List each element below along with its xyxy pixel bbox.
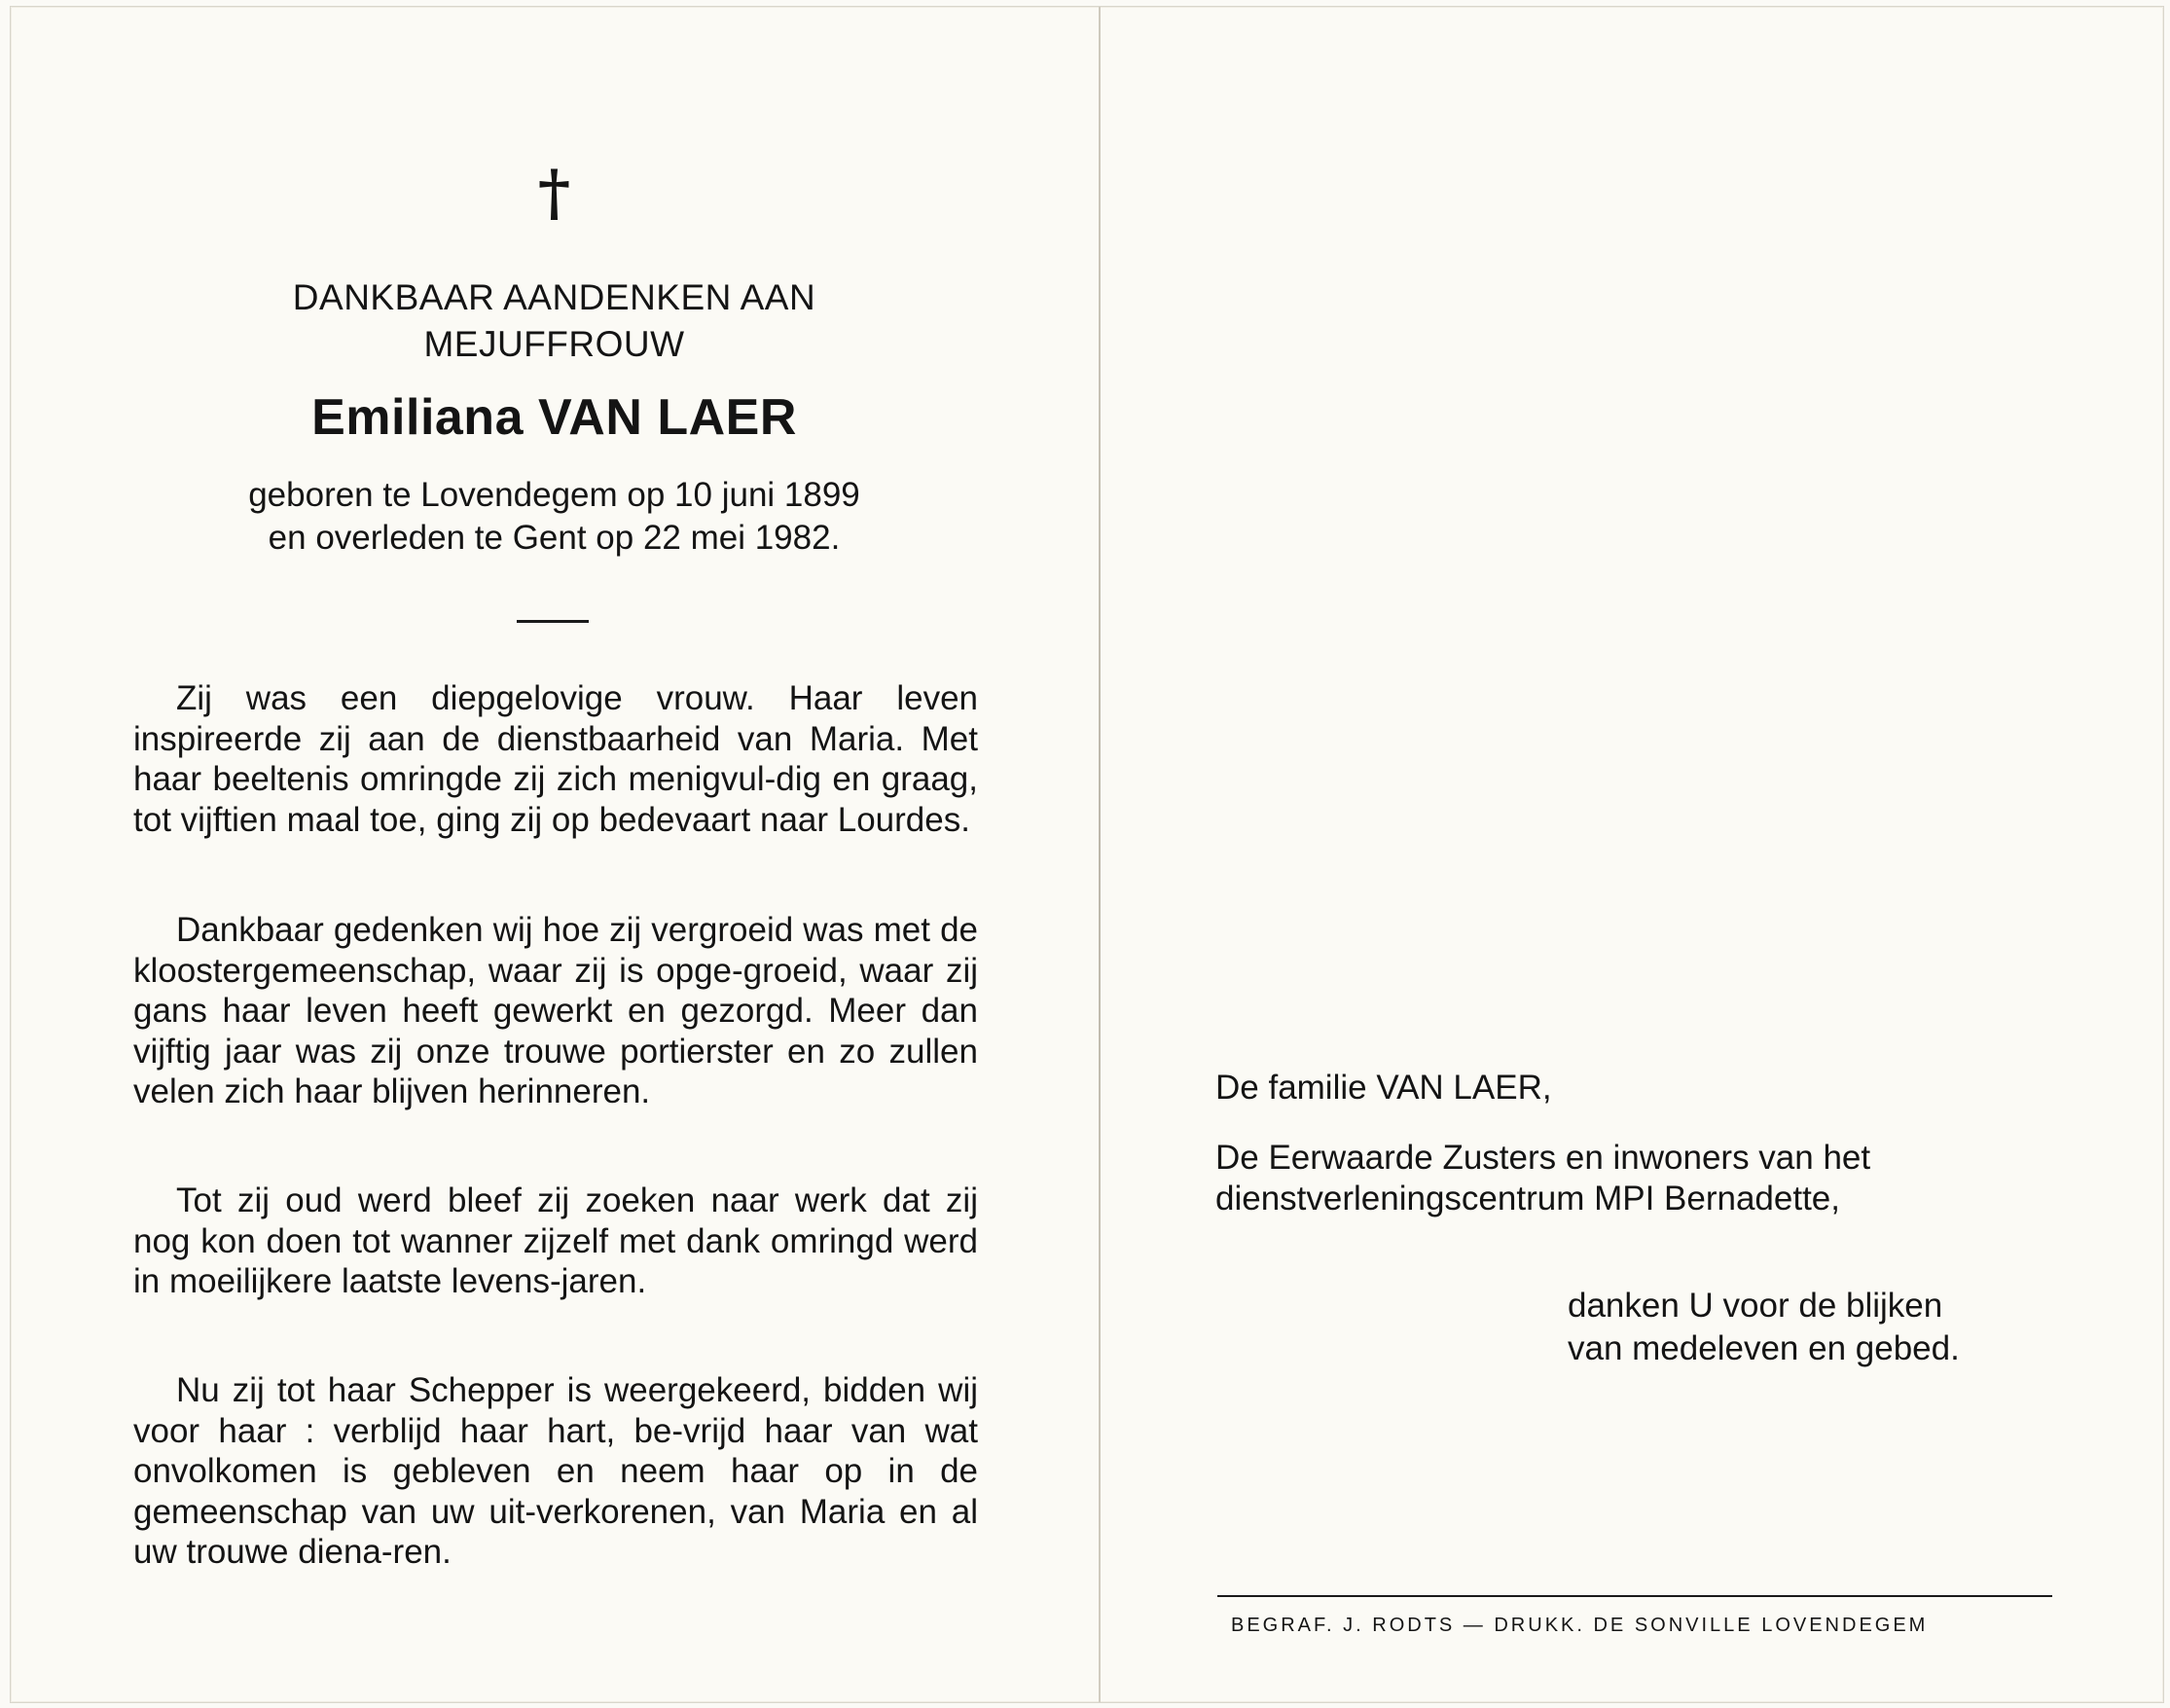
divider [517, 620, 589, 623]
printer-credit: BEGRAF. J. RODTS — DRUKK. DE SONVILLE LOVENDEGEM [1231, 1615, 1929, 1636]
left-panel [11, 7, 1098, 1702]
paragraph-4: Nu zij tot haar Schepper is weergekeerd, bidden wij voor haar : verblijd haar hart, be-vrijd haar van wat onvolkomen is gebleven en neem haar op in de gemeenschap van uw uit-verkorenen, van Maria en al uw trouwe diena-ren. [133, 1371, 978, 1571]
sisters-line-2: dienstverleningscentrum MPI Bernadette, [1215, 1180, 1840, 1217]
thanks-line-1: danken U voor de blijken [1568, 1287, 1943, 1325]
paragraph-1: Zij was een diepgelovige vrouw. Haar leven inspireerde zij aan de dienstbaarheid van Maria. Met haar beeltenis omringde zij zich menigvul-dig en graag, tot vijftien maal toe, ging zij op bedevaart naar Lourdes. [133, 679, 978, 839]
paragraph-3: Tot zij oud werd bleef zij zoeken naar werk dat zij nog kon doen tot wanner zijzelf met dank omringd werd in moeilijkere laatste levens-jaren. [133, 1181, 978, 1300]
cross-icon: † [537, 157, 571, 230]
thanks-line-2: van medeleven en gebed. [1568, 1329, 1960, 1367]
intro-line-1: DANKBAAR AANDENKEN AAN [292, 277, 816, 317]
memorial-card [10, 6, 2164, 1703]
paragraph-2: Dankbaar gedenken wij hoe zij vergroeid was met de kloostergemeenschap, waar zij is opge-groeid, waar zij gans haar leven heeft gewerkt en gezorgd. Meer dan vijftig jaar was zij onze trouwe portierster en zo zullen velen zich haar blijven herinneren. [133, 911, 978, 1110]
birth-line: geboren te Lovendegem op 10 juni 1899 [248, 476, 860, 514]
right-panel [1101, 7, 2163, 1702]
footer-divider [1217, 1595, 2052, 1597]
deceased-name: Emiliana VAN LAER [311, 389, 797, 446]
sisters-line-1: De Eerwaarde Zusters en inwoners van het [1215, 1139, 1871, 1177]
death-line: en overleden te Gent op 22 mei 1982. [268, 519, 841, 557]
family-line: De familie VAN LAER, [1215, 1069, 1552, 1107]
intro-line-2: MEJUFFROUW [423, 324, 685, 364]
